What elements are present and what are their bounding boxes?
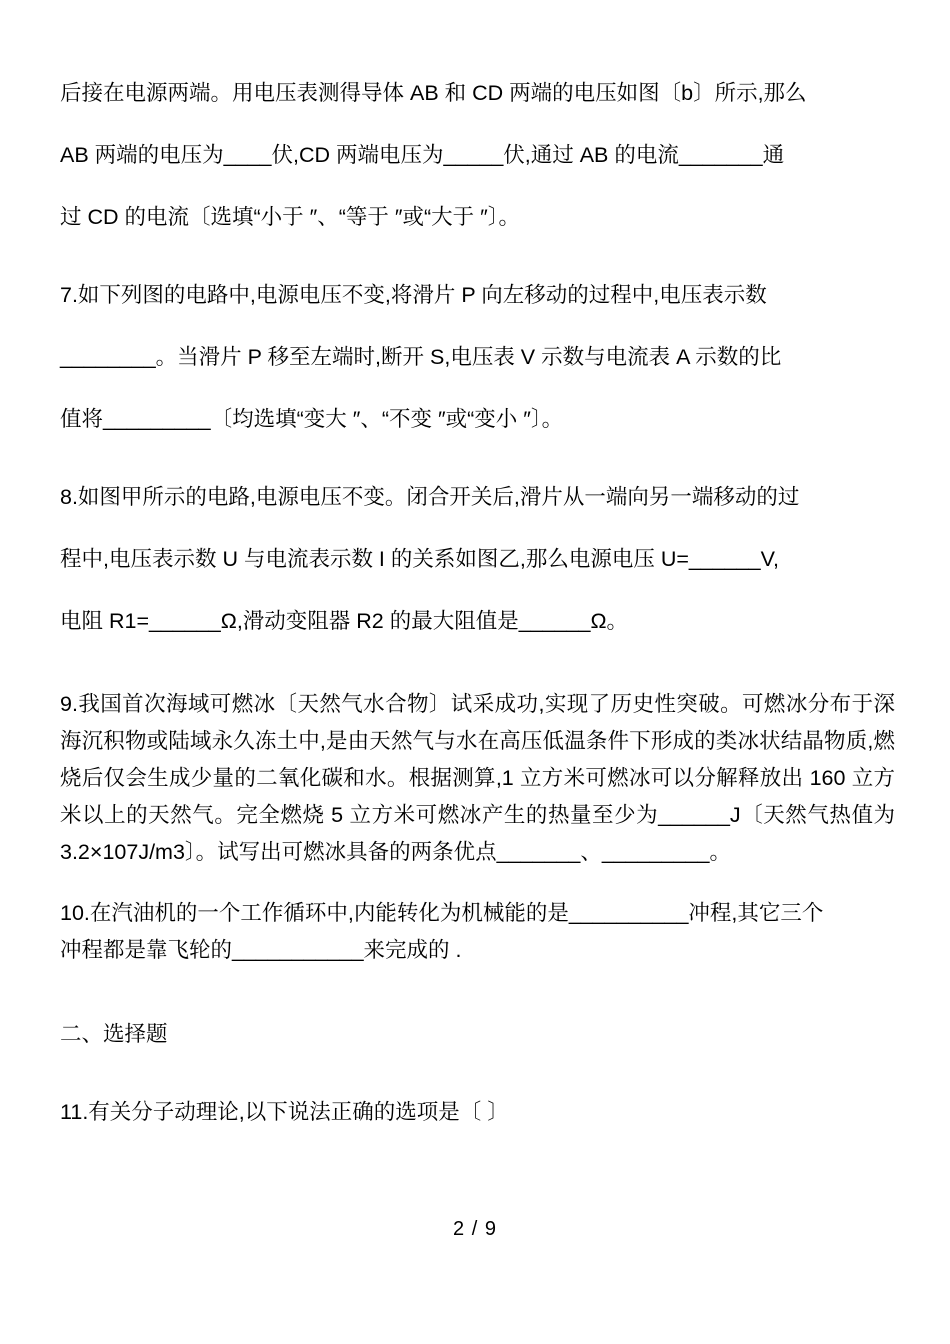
question-7-line-3: 值将_________〔均选填“变大 ″、“不变 ″或“变小 ″〕。: [60, 407, 564, 431]
paragraph-gap: [60, 450, 895, 466]
question-11-line-1: 11.有关分子动理论,以下说法正确的选项是〔 〕: [60, 1100, 509, 1124]
page-number-footer: 2 / 9: [453, 1218, 497, 1240]
question-8-line-3: 电阻 R1=______Ω,滑动变阻器 R2 的最大阻值是______Ω。: [60, 609, 629, 633]
paragraph-gap: [60, 871, 895, 895]
question-10-line-1: 10.在汽油机的一个工作循环中,内能转化为机械能的是__________冲程,其它三个: [60, 901, 824, 925]
paragraph-gap: [60, 248, 895, 264]
question-7-line-2: ________。当滑片 P 移至左端时,断开 S,电压表 V 示数与电流表 A 示数的比: [60, 345, 782, 369]
question-8-line-1: 8.如图甲所示的电路,电源电压不变。闭合开关后,滑片从一端向另一端移动的过: [60, 485, 800, 509]
paragraph-gap: [60, 652, 895, 686]
paragraph-gap: [60, 1065, 895, 1081]
question-9-text: 9.我国首次海域可燃冰〔天然气水合物〕试采成功,实现了历史性突破。可燃冰分布于深海沉积物或陆域永久冻土中,是由天然气与水在高压低温条件下形成的类冰状结晶物质,燃烧后仅会生成少量的二氧化碳和水。根据测算,1 立方米可燃冰可以分解释放出 160 立方米以上的天然气。完全燃烧 5 立方米可燃冰产生的热量至少为______J〔天然气热值为 3.2×107J/m3〕。试写出可燃冰具备的两条优点_______、_________。: [60, 692, 901, 864]
question-6-continuation-line-1: 后接在电源两端。用电压表测得导体 AB 和 CD 两端的电压如图〔b〕所示,那么: [60, 81, 807, 105]
question-8-line-2: 程中,电压表示数 U 与电流表示数 I 的关系如图乙,那么电源电压 U=______V,: [60, 547, 779, 571]
section-2-heading: 二、选择题: [60, 1022, 168, 1046]
question-6-continuation-line-2: AB 两端的电压为____伏,CD 两端电压为_____伏,通过 AB 的电流_______通: [60, 143, 785, 167]
paragraph-gap: [60, 969, 895, 1003]
question-10-line-2: 冲程都是靠飞轮的___________来完成的 .: [60, 938, 462, 962]
question-7-line-1: 7.如下列图的电路中,电源电压不变,将滑片 P 向左移动的过程中,电压表示数: [60, 283, 767, 307]
page-content: [60, 62, 901, 1143]
question-6-continuation-line-3: 过 CD 的电流〔选填“小于 ″、“等于 ″或“大于 ″〕。: [60, 205, 520, 229]
